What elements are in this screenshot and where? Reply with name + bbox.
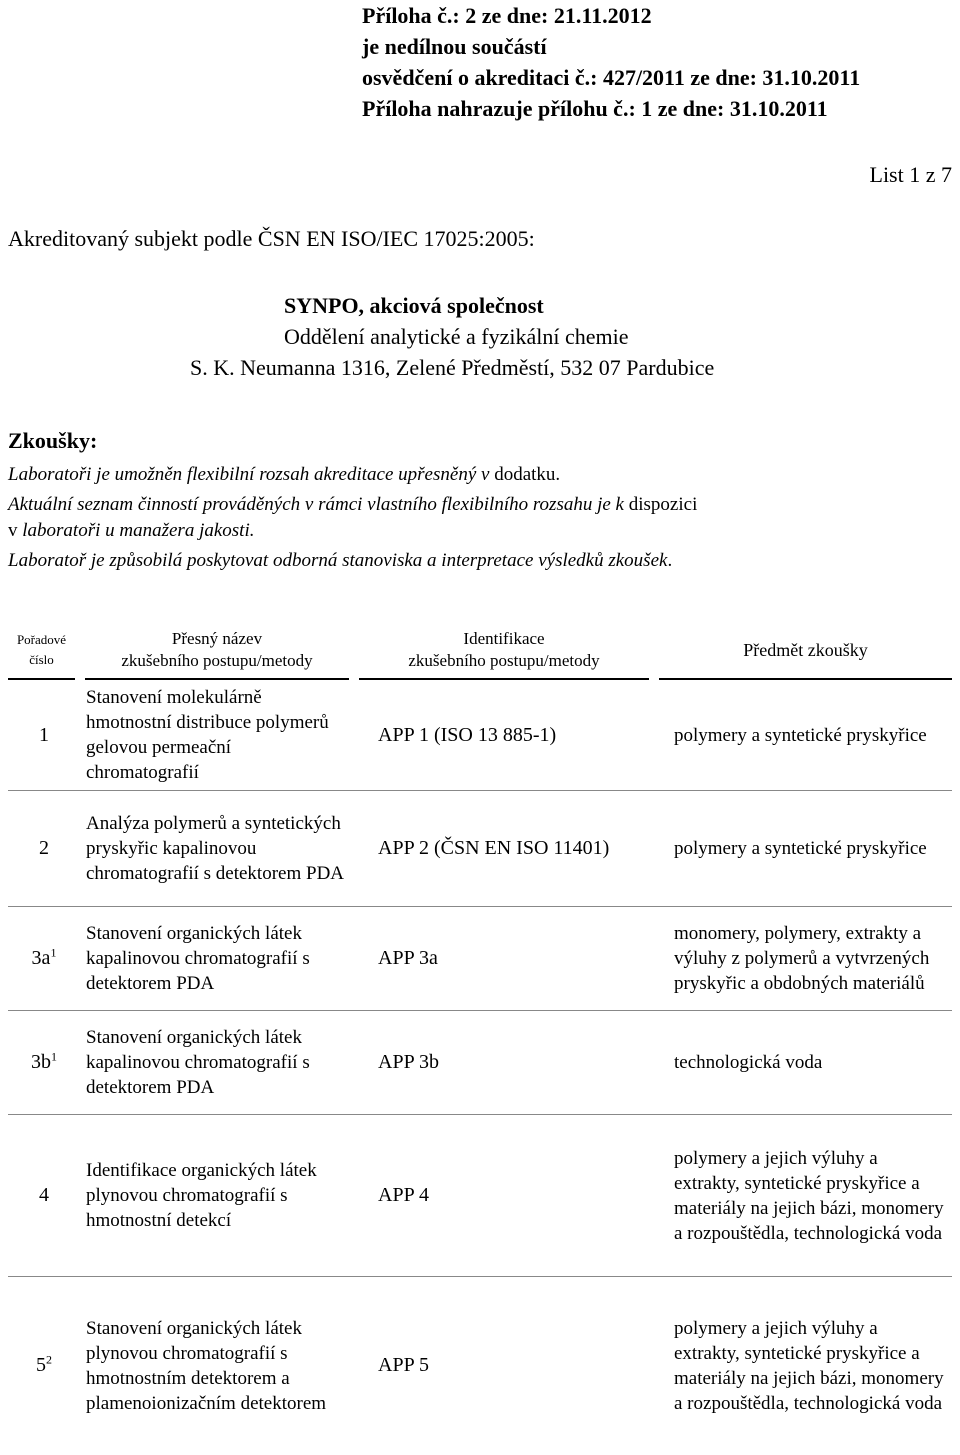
table-row — [8, 1011, 952, 1115]
order-number-cell: 2 — [39, 837, 49, 859]
col-method-name: Přesný název zkušebního postupu/metody — [80, 624, 354, 679]
accreditation-certificate: osvědčení o akreditaci č.: 427/2011 ze dne: 31.10.2011 — [362, 65, 861, 90]
organization-department: Oddělení analytické a fyzikální chemie — [284, 324, 629, 349]
footnote-reference: 1 — [50, 945, 57, 960]
attachment-header — [362, 0, 860, 124]
note-activity-list: Aktuální seznam činností prováděných v rámci vlastního flexibilního rozsahu je k dispozici v laboratoři u manažera jakosti. — [8, 494, 698, 541]
method-id-cell: APP 3a — [378, 947, 438, 969]
attachment-part-of: je nedílnou součástí — [362, 34, 547, 59]
method-name-cell: Stanovení organických látek plynovou chromatografií s hmotnostním detektorem a plamenoionizačním detektorem — [86, 1317, 327, 1414]
test-subject-cell: polymery a syntetické pryskyřice — [674, 838, 927, 859]
test-subject-cell: technologická voda — [674, 1052, 823, 1073]
order-number-cell: 1 — [39, 723, 49, 746]
organization-name: SYNPO, akciová společnost — [284, 293, 544, 318]
tests-heading: Zkoušky: — [8, 428, 98, 453]
method-name-cell: Stanovení molekulárně hmotnostní distribuce polymerů gelovou permeační chromatografií — [86, 687, 329, 783]
table-header-row — [8, 624, 952, 679]
table-row — [8, 907, 952, 1011]
test-subject-cell: monomery, polymery, extrakty a výluhy z polymerů a vytvrzených pryskyřic a obdobných materiálů — [674, 923, 930, 994]
method-name-cell: Stanovení organických látek kapalinovou chromatografií s detektorem PDA — [86, 923, 310, 994]
method-id-cell: APP 4 — [378, 1184, 429, 1206]
table-row — [8, 679, 952, 791]
test-subject-cell: polymery a syntetické pryskyřice — [674, 724, 927, 746]
col-order-number: Pořadové číslo — [16, 632, 67, 667]
test-subject-cell: polymery a jejich výluhy a extrakty, syntetické pryskyřice a materiály na jejich bázi, monomery a rozpouštědla, technologická voda — [674, 1317, 944, 1414]
method-id-cell: APP 5 — [378, 1354, 429, 1377]
order-number-cell: $3a^1$ — [31, 945, 57, 969]
table-row — [8, 791, 952, 907]
replaced-attachment: Příloha nahrazuje přílohu č.: 1 ze dne: 31.10.2011 — [362, 96, 828, 121]
order-number-cell: $3b^1$ — [31, 1049, 57, 1073]
table-row — [8, 1277, 952, 1455]
method-name-cell: Analýza polymerů a syntetických pryskyřic kapalinovou chromatografií s detektorem PDA — [86, 813, 345, 884]
method-name-cell: Identifikace organických látek plynovou chromatografií s hmotnostní detekcí — [86, 1160, 317, 1231]
col-test-subject: Předmět zkoušky — [654, 624, 952, 679]
attachment-number: Příloha č.: 2 ze dne: 21.11.2012 — [362, 3, 652, 28]
accredited-subject: Akreditovaný subjekt podle ČSN EN ISO/IEC 17025:2005: — [8, 226, 535, 251]
method-name-cell: Stanovení organických látek kapalinovou chromatografií s detektorem PDA — [86, 1027, 310, 1098]
organization-block — [190, 290, 714, 383]
order-number-cell: 4 — [39, 1184, 49, 1206]
order-number-cell: $5^2$ — [36, 1352, 52, 1377]
note-flexible-scope: Laboratoři je umožněn flexibilní rozsah akreditace upřesněný v dodatku. — [8, 464, 561, 485]
sheet-number: List 1 z 7 — [869, 162, 952, 187]
test-subject-cell: polymery a jejich výluhy a extrakty, syntetické pryskyřice a materiály na jejich bázi, monomery a rozpouštědla, technologická voda — [674, 1147, 944, 1244]
organization-address: S. K. Neumanna 1316, Zelené Předměstí, 532 07 Pardubice — [190, 355, 715, 380]
col-method-id: Identifikace zkušebního postupu/metody — [354, 624, 654, 679]
footnote-reference: 2 — [46, 1352, 52, 1367]
tests-table — [8, 624, 952, 1455]
table-row — [8, 1115, 952, 1277]
notes — [8, 462, 952, 578]
method-id-cell: APP 1 (ISO 13 885-1) — [378, 723, 557, 746]
note-expert-opinions: Laboratoř je způsobilá poskytovat odborná stanoviska a interpretace výsledků zkoušek. — [8, 550, 673, 571]
method-id-cell: APP 2 (ČSN EN ISO 11401) — [378, 837, 610, 859]
method-id-cell: APP 3b — [378, 1051, 439, 1073]
footnote-reference: 1 — [51, 1049, 57, 1064]
